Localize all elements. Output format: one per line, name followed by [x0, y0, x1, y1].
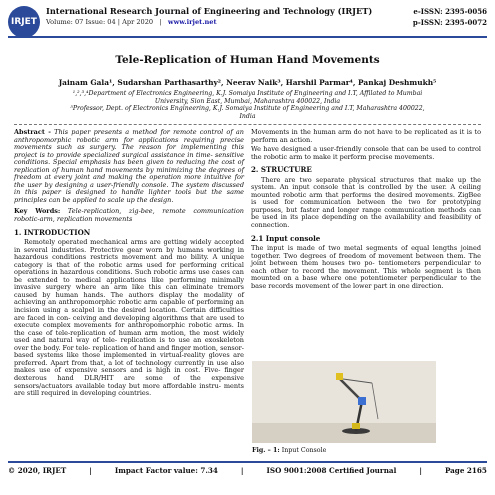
issn-block — [413, 6, 487, 28]
journal-name: International Research Journal of Engineering and Technology (IRJET) — [46, 6, 373, 16]
footer-sep-1: | — [89, 466, 92, 475]
right-column — [251, 129, 481, 292]
right-paragraph-2: We have designed a user-friendly console that can be used to control the robotic arm to make it perform precise movements. — [251, 145, 481, 161]
authors: Jainam Gala¹, Sudarshan Parthasarthy², Neerav Naik³, Harshil Parmar⁴, Pankaj Deshmukh⁵ — [58, 78, 437, 87]
footer-page: Page 2165 — [444, 466, 487, 475]
structure-heading: 2. STRUCTURE — [251, 165, 312, 175]
journal-header — [8, 4, 487, 44]
affiliation-1: ¹,²,³,⁴Department of Electronics Engineering, K.J. Somaiya Institute of Engineering and I.T, Affilated to Mumbai University, Sion East, Mumbai, Maharashtra 400022, India — [72, 90, 423, 105]
structure-text: There are two separate physical structures that make up the system. An input console that is controlled by the user. A ceiling mounted robotic arm that performs the desired movements. ZigBee is used for communication between the two for prototyping purposes, but faster and longer range communication methods can be used in its place depending on the availability and feasibility of connection. — [251, 175, 481, 230]
figure-caption-text: Input Console — [281, 447, 327, 454]
separator: | — [155, 18, 166, 26]
abstract — [14, 129, 244, 204]
input-console-photo — [252, 361, 436, 443]
footer-sep-2: | — [240, 466, 244, 475]
figure-caption — [252, 447, 326, 454]
volume-line — [46, 18, 426, 26]
page-footer — [8, 466, 487, 475]
console-illustration — [252, 361, 436, 443]
footer-copyright: © 2020, IRJET — [8, 466, 67, 475]
figure-label: Fig. – 1: — [252, 447, 280, 454]
footer-impact: Impact Factor value: 7.34 — [114, 466, 218, 475]
intro-text: Remotely operated mechanical arms are getting widely accepted in several industries. Protective gear worn by humans working in hazardous conditions restricts movement and mo bility. A unique category is that of the robotic arms used for performing critical operations in hazardous conditions. Such robotic arms use cases can be extended to medical applications like performing minimally invasive surgery where an arm like this can eliminate tremors caused by human hands. The authors display the modality of achieving an anthropomorphic robotic arm capable of performing an incision using a scalpel in the desired location. Certain difficulties are faced in con- ceiving and developing algorithms that are used to execute complex movements for anthropomorphic robotic arms. In the case of tele-replication of human arm motion, the most widely used and natural way of tele- replication is to use an exoskeleton over the body. For tele- replication of hand and finger motion, sensor-based systems like those implemented in virtual-reality gloves are preferred. Apart from that, a lot of technology currently in use also makes use of expensive sensors and is high in cost. Five- finger dexterous hand DLR/HIT are some of the expensive sensors/actuators available today but more affordable instru- ments are still required in developing countries. — [14, 238, 244, 398]
irjet-logo: IRJET — [8, 6, 40, 38]
abstract-text: This paper presents a method for remote control of an anthropomorphic robotic arm for applications requiring precise movements such as surgery. The reason for implementing this project is to provide specialized surgical assistance in time- sensitive conditions. Special emphasis has been given to reducing the cost of replication of human hand movements by minimizing the degrees of freedom at every joint and making the operation more intuitive for the user by designing a user-friendly console. The system discussed in this paper is designed to handle lighter tools but the same principles can be applied to scale up the design. — [14, 128, 244, 204]
paper-title: Tele-Replication of Human Hand Movements — [115, 54, 380, 66]
abstract-label: Abstract - — [14, 128, 51, 136]
left-column — [14, 129, 244, 400]
input-console-text: The input is made of two metal segments of equal lengths joined together. Two degrees of freedom of movement between them. The joint between them houses two po- tentiometers perpendicular to each other to record the movement. This whole segment is then mounted on a base where one potentiometer perpendicular to the base records movement of the lower part in one direction. — [251, 244, 481, 290]
keywords — [14, 208, 244, 223]
footer-iso: ISO 9001:2008 Certified Journal — [266, 466, 397, 475]
footer-divider — [8, 461, 487, 463]
intro-heading: 1. INTRODUCTION — [14, 227, 91, 237]
journal-website-link[interactable]: www.irjet.net — [167, 18, 217, 26]
affiliations — [70, 90, 425, 120]
input-console-heading: 2.1 Input console — [251, 233, 321, 243]
abstract-divider — [14, 124, 481, 125]
right-paragraph-1: Movements in the human arm do not have to be replicated as it is to perform an action. — [251, 128, 481, 144]
volume-issue: Volume: 07 Issue: 04 | Apr 2020 — [46, 18, 154, 26]
eissn: e-ISSN: 2395-0056 — [413, 7, 487, 16]
keywords-text: Tele-replication, zig-bee, remote communication robotic-arm, replication movements — [14, 207, 244, 224]
pissn: p-ISSN: 2395-0072 — [412, 18, 487, 27]
header-divider — [8, 36, 487, 38]
footer-sep-3: | — [419, 466, 422, 475]
affiliation-2: ⁵Professor, Dept. of Electronics Engineering, K.J. Somaiya Institute of Engineering and I.T, Maharashtra 400022, India — [70, 105, 425, 120]
keywords-label: Key Words: — [14, 207, 61, 216]
